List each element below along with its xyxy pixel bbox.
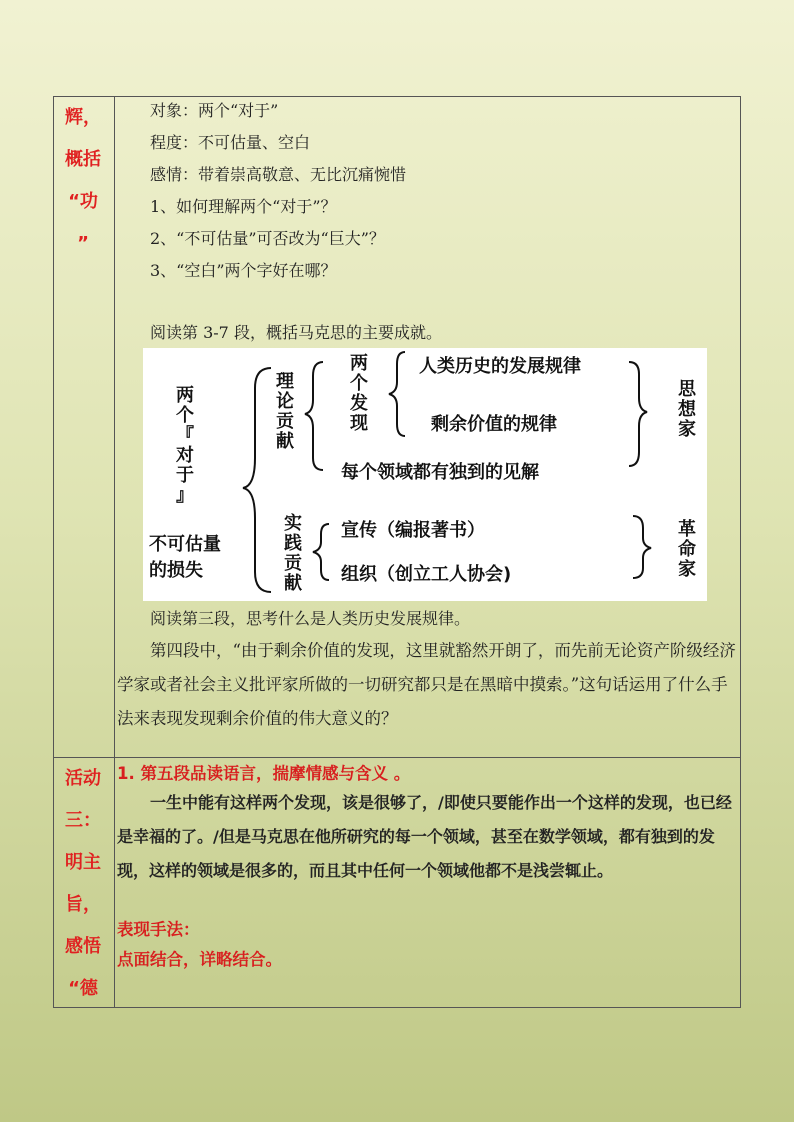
char: 革 xyxy=(678,519,696,540)
char: 论 xyxy=(276,391,294,412)
char: 家 xyxy=(678,559,696,580)
char: 践 xyxy=(284,533,302,554)
line: 的损失 xyxy=(149,560,203,581)
label-line: “功 xyxy=(68,191,98,212)
char: 实 xyxy=(284,513,302,534)
revolutionary-label xyxy=(677,520,697,580)
char: 两 xyxy=(350,353,368,374)
two-duiyu-label xyxy=(175,386,195,506)
question-3: 3、“空白”两个字好在哪？ xyxy=(150,261,337,280)
char: 『 xyxy=(176,425,194,446)
char: 想 xyxy=(678,399,696,420)
label-line: 三： xyxy=(65,810,101,831)
label-line: 旨， xyxy=(65,894,101,915)
technique-answer: 点面结合，详略结合。 xyxy=(117,950,282,969)
emotion-line: 感情：带着崇高敬意、无比沉痛惋惜 xyxy=(150,165,407,184)
char: 现 xyxy=(350,413,368,434)
two-discoveries-label xyxy=(349,354,369,434)
object-line: 对象：两个“对于” xyxy=(150,101,279,120)
char: 两 xyxy=(176,385,194,406)
char: 于 xyxy=(176,465,194,486)
label-line: 明主 xyxy=(65,852,101,873)
char: 贡 xyxy=(284,553,302,574)
question-1: 1、如何理解两个“对于”？ xyxy=(150,197,337,216)
read-third-paragraph: 阅读第三段，思考什么是人类历史发展规律。 xyxy=(150,609,471,628)
technique-label: 表现手法： xyxy=(117,920,200,939)
label-line: “德 xyxy=(68,978,98,999)
char: 命 xyxy=(678,539,696,560)
column-divider xyxy=(114,97,115,1007)
char: 个 xyxy=(350,373,368,394)
char: 对 xyxy=(176,445,194,466)
propaganda-item: 宣传（编报著书） xyxy=(341,520,485,541)
char: 』 xyxy=(176,485,194,506)
line: 不可估量 xyxy=(149,534,221,555)
char: 献 xyxy=(284,573,302,594)
char: 发 xyxy=(350,393,368,414)
inestimable-loss-label xyxy=(149,532,221,584)
human-history-law: 人类历史的发展规律 xyxy=(419,356,581,377)
row2-heading: 1. 第五段品读语言，揣摩情感与含义 。 xyxy=(117,764,411,783)
practice-contribution-label xyxy=(283,514,303,594)
fourth-paragraph-question: 第四段中，“由于剩余价值的发现，这里就豁然开朗了，而先前无论资产阶级经济学家或者社会主义批评家所做的一切研究都只是在黑暗中摸索。”这句话运用了什么手法来表现发现剩余价值的伟大意义的？ xyxy=(117,641,736,728)
thinker-label xyxy=(677,380,697,440)
surplus-value-law: 剩余价值的规律 xyxy=(431,414,557,435)
organize-item: 组织（创立工人协会) xyxy=(341,564,512,585)
char: 献 xyxy=(276,431,294,452)
label-line: 概括 xyxy=(65,149,101,170)
row-divider xyxy=(54,757,740,758)
instruction-line: 阅读第 3-7 段，概括马克思的主要成就。 xyxy=(150,323,442,342)
label-line: ” xyxy=(77,233,89,254)
fifth-paragraph-quote: 一生中能有这样两个发现，该是很够了，/即使只要能作出一个这样的发现，也已经是幸福的了。/但是马克思在他所研究的每一个领域，甚至在数学领域，都有独到的发现，这样的领域是很多的，而且其中任何一个领域他都不是浅尝辄止。 xyxy=(117,793,732,880)
char: 贡 xyxy=(276,411,294,432)
question-2: 2、“不可估量”可否改为“巨大”？ xyxy=(150,229,385,248)
row2-label xyxy=(53,758,113,1010)
char: 理 xyxy=(276,371,294,392)
char: 个 xyxy=(176,405,194,426)
label-line: 活动 xyxy=(65,768,101,789)
row1-label xyxy=(53,97,113,265)
every-field-insight: 每个领域都有独到的见解 xyxy=(341,462,539,483)
label-line: 辉， xyxy=(65,107,101,128)
achievement-diagram xyxy=(143,348,707,601)
char: 思 xyxy=(678,379,696,400)
char: 家 xyxy=(678,419,696,440)
degree-line: 程度：不可估量、空白 xyxy=(150,133,311,152)
theory-contribution-label xyxy=(275,372,295,452)
label-line: 感悟 xyxy=(65,936,101,957)
